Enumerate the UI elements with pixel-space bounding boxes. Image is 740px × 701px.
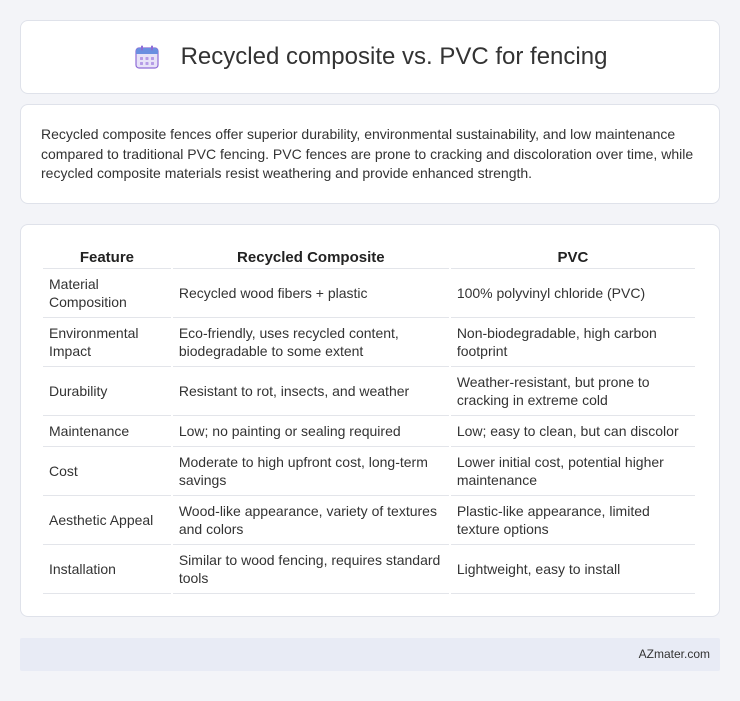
composite-cell: Eco-friendly, uses recycled content, biodegradable to some extent bbox=[173, 318, 449, 367]
table-row bbox=[43, 367, 695, 416]
intro-text: Recycled composite fences offer superior durability, environmental sustainability, and low maintenance compared to traditional PVC fencing. PVC fences are prone to cracking and discoloration over time, while recycled composite materials resist weathering and provide enhanced strength. bbox=[41, 126, 694, 181]
comparison-card bbox=[20, 224, 720, 617]
pvc-cell: Lower initial cost, potential higher maintenance bbox=[451, 447, 695, 496]
feature-cell: Installation bbox=[43, 545, 171, 594]
feature-cell: Maintenance bbox=[43, 416, 171, 447]
pvc-cell: 100% polyvinyl chloride (PVC) bbox=[451, 269, 695, 318]
table-row bbox=[43, 318, 695, 367]
pvc-cell: Weather-resistant, but prone to cracking in extreme cold bbox=[451, 367, 695, 416]
composite-cell: Similar to wood fencing, requires standard tools bbox=[173, 545, 449, 594]
feature-cell: Durability bbox=[43, 367, 171, 416]
composite-cell: Wood-like appearance, variety of textures and colors bbox=[173, 496, 449, 545]
table-row bbox=[43, 269, 695, 318]
pvc-cell: Lightweight, easy to install bbox=[451, 545, 695, 594]
header-pvc: PVC bbox=[451, 245, 695, 269]
header-card bbox=[20, 20, 720, 94]
pvc-cell: Non-biodegradable, high carbon footprint bbox=[451, 318, 695, 367]
table-header-row bbox=[43, 245, 695, 269]
header-feature: Feature bbox=[43, 245, 171, 269]
pvc-cell: Low; easy to clean, but can discolor bbox=[451, 416, 695, 447]
feature-cell: Environmental Impact bbox=[43, 318, 171, 367]
pvc-cell: Plastic-like appearance, limited texture options bbox=[451, 496, 695, 545]
page-title: Recycled composite vs. PVC for fencing bbox=[180, 43, 608, 70]
table-row bbox=[43, 416, 695, 447]
composite-cell: Recycled wood fibers + plastic bbox=[173, 269, 449, 318]
feature-cell: Aesthetic Appeal bbox=[43, 496, 171, 545]
footer-brand[interactable]: AZmater.com bbox=[638, 647, 710, 661]
table-row bbox=[43, 496, 695, 545]
composite-cell: Low; no painting or sealing required bbox=[173, 416, 449, 447]
table-row bbox=[43, 447, 695, 496]
intro-card bbox=[20, 104, 720, 204]
feature-cell: Material Composition bbox=[43, 269, 171, 318]
comparison-table bbox=[41, 245, 697, 594]
feature-cell: Cost bbox=[43, 447, 171, 496]
header-recycled-composite: Recycled Composite bbox=[173, 245, 449, 269]
composite-cell: Moderate to high upfront cost, long-term savings bbox=[173, 447, 449, 496]
footer bbox=[20, 638, 720, 671]
composite-cell: Resistant to rot, insects, and weather bbox=[173, 367, 449, 416]
calendar-icon bbox=[133, 43, 161, 71]
table-row bbox=[43, 545, 695, 594]
